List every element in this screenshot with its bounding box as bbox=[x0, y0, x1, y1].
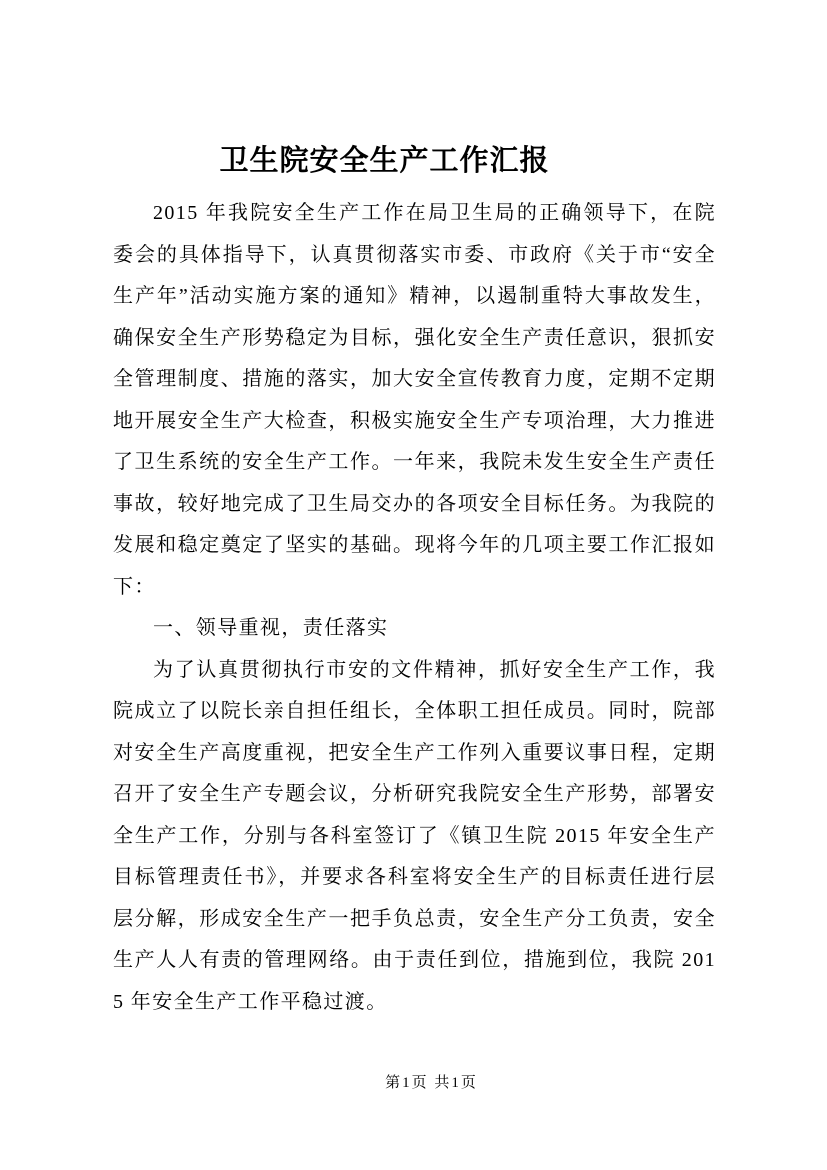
section-heading-1: 一、领导重视，责任落实 bbox=[153, 617, 389, 639]
paragraph-intro: 2015 年我院安全生产工作在局卫生局的正确领导下，在院委会的具体指导下，认真贯彻落实市委、市政府《关于市“安全生产年”活动实施方案的通知》精神，以遏制重特大事故发生，确保安全生产形势稳定为目标，强化安全生产责任意识，狠抓安全管理制度、措施的落实，加大安全宣传教育力度，定期不定期地开展安全生产大检查，积极实施安全生产专项治理，大力推进了卫生系统的安全生产工作。一年来，我院未发生安全生产责任事故，较好地完成了卫生局交办的各项安全目标任务。为我院的发展和稳定奠定了坚实的基础。现将今年的几项主要工作汇报如下： bbox=[113, 202, 716, 598]
document-title: 卫生院安全生产工作汇报 bbox=[219, 145, 550, 177]
page-number-indicator: 第1页 共1页 bbox=[385, 1075, 478, 1091]
page-footer bbox=[0, 1072, 827, 1094]
paragraph-section-1: 为了认真贯彻执行市安的文件精神，抓好安全生产工作，我院成立了以院长亲自担任组长，全体职工担任成员。同时，院部对安全生产高度重视，把安全生产工作列入重要议事日程，定期召开了安全生产专题会议，分析研究我院安全生产形势，部署安全生产工作，分别与各科室签订了《镇卫生院 2015 年安全生产目标管理责任书》，并要求各科室将安全生产的目标责任进行层层分解，形成安全生产一把手负总责，安全生产分工负责，安全生产人人有责的管理网络。由于责任到位，措施到位，我院 2015 年安全生产工作平稳过渡。 bbox=[113, 658, 716, 1013]
